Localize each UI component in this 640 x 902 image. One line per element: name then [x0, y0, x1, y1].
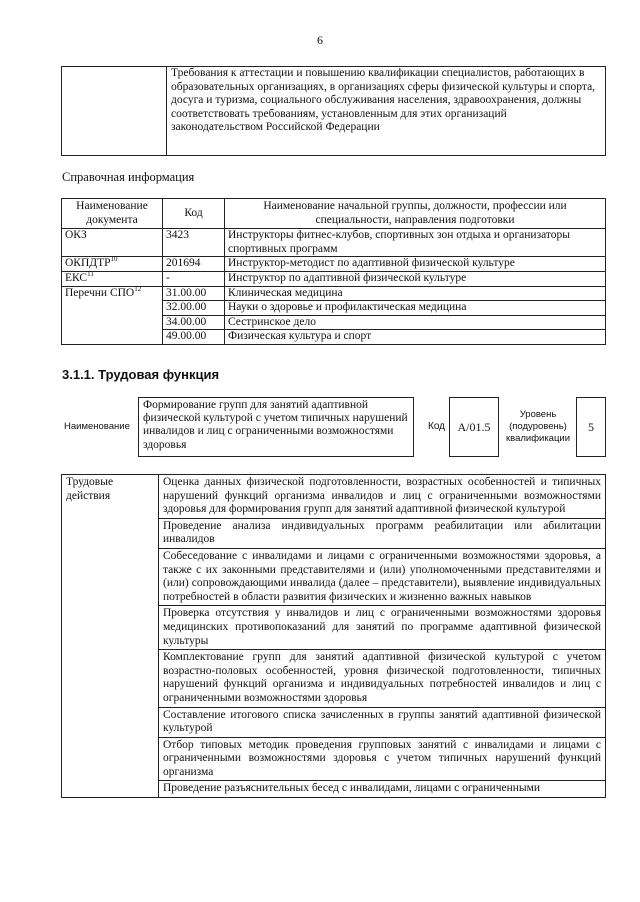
table-row	[62, 229, 606, 257]
okpdtr-name: Инструктор-методист по адаптивной физической культуре	[225, 257, 606, 272]
page-number: 6	[317, 33, 323, 47]
action-item: Оценка данных физической подготовленности, возрастных особенностей и типичных нарушений функций организма инвалидов и лиц с ограниченными возможностями здоровья для формирования групп для занятий адаптивной физической культурой	[159, 475, 606, 519]
spo-code: 32.00.00	[163, 301, 225, 316]
okz-name: Инструкторы фитнес-клубов, спортивных зон отдыха и организаторы спортивных программ	[225, 229, 606, 257]
action-item: Проведение разъяснительных бесед с инвалидами, лицами с ограниченными	[159, 781, 606, 798]
labor-function-code: А/01.5	[449, 397, 499, 457]
reference-table	[61, 198, 606, 345]
spo-name: Клиническая медицина	[225, 286, 606, 301]
spo-name: Физическая культура и спорт	[225, 330, 606, 345]
action-item: Отбор типовых методик проведения групповых занятий с инвалидами и лицами с ограниченными возможностями здоровья с учетом типичных нарушений функций организма	[159, 737, 606, 781]
table-row	[62, 67, 606, 156]
level-label: Уровень (подуровень) квалификации	[505, 409, 571, 444]
action-item: Проверка отсутствия у инвалидов и лиц с ограниченными возможностями здоровья медицинских противопоказаний для занятий по программе адаптивной физической культуры	[159, 606, 606, 650]
empty-label-cell	[62, 67, 167, 156]
labor-function-level: 5	[576, 397, 606, 457]
action-item: Проведение анализа индивидуальных программ реабилитации или абилитации инвалидов	[159, 518, 606, 548]
section-title: 3.1.1. Трудовая функция	[62, 367, 220, 382]
okz-doc: ОКЗ	[62, 229, 163, 257]
actions-label: Трудовые действия	[62, 475, 159, 798]
reference-title: Справочная информация	[62, 170, 195, 184]
name-label: Наименование	[64, 421, 130, 432]
okpdtr-doc-text: ОКПДТР	[65, 257, 111, 270]
spo-code: 31.00.00	[163, 286, 225, 301]
spo-code: 34.00.00	[163, 315, 225, 330]
requirements-table	[61, 66, 606, 156]
spo-name: Науки о здоровье и профилактическая медицина	[225, 301, 606, 316]
eks-name: Инструктор по адаптивной физической культуре	[225, 271, 606, 286]
header-name: Наименование начальной группы, должности, профессии или специальности, направления подготовки	[225, 199, 606, 229]
eks-doc-text: ЕКС	[65, 271, 88, 284]
action-item: Комплектование групп для занятий адаптивной физической культурой с учетом возрастно-половых особенностей, уровня физической подготовленности, типичных нарушений функций организма и индивидуальных потребностей инвалидов и лиц с ограниченными возможностями здоровья	[159, 650, 606, 707]
eks-code: -	[163, 271, 225, 286]
okpdtr-code: 201694	[163, 257, 225, 272]
action-item: Составление итогового списка зачисленных в группы занятий адаптивной физической культурой	[159, 707, 606, 737]
table-header-row	[62, 199, 606, 229]
spo-code: 49.00.00	[163, 330, 225, 345]
footnote-ref: 11	[87, 270, 94, 279]
spo-doc	[62, 286, 163, 344]
table-row	[62, 286, 606, 301]
okz-code: 3423	[163, 229, 225, 257]
requirements-text: Требования к аттестации и повышению квалификации специалистов, работающих в образовательных организациях, в организациях сферы физической культуры и спорта, досуга и туризма, социального обслуживания населения, здравоохранения, должны соответствовать требованиям, установленным для этих организаций законодательством Российской Федерации	[167, 67, 606, 156]
table-row	[62, 475, 606, 519]
spo-name: Сестринское дело	[225, 315, 606, 330]
spo-doc-text: Перечни СПО	[65, 286, 135, 299]
code-label: Код	[428, 421, 446, 432]
eks-doc	[62, 271, 163, 286]
header-code: Код	[163, 199, 225, 229]
table-row	[62, 257, 606, 272]
footnote-ref: 12	[134, 284, 142, 293]
action-item: Собеседование с инвалидами и лицами с ограниченными возможностями здоровья, а также с их законными представителями и (или) уполномоченными представителями и (или) сопровождающими инвалида (далее – представители), выявление индивидуальных потребностей в области развития физических и жизненно важных навыков	[159, 548, 606, 605]
header-doc: Наименование документа	[62, 199, 163, 229]
table-row	[62, 271, 606, 286]
okpdtr-doc	[62, 257, 163, 272]
labor-actions-table	[61, 474, 606, 798]
labor-function-name: Формирование групп для занятий адаптивной физической культурой с учетом типичных нарушений инвалидов и лиц с ограниченными возможностями здоровья	[138, 397, 414, 457]
footnote-ref: 10	[110, 255, 118, 264]
